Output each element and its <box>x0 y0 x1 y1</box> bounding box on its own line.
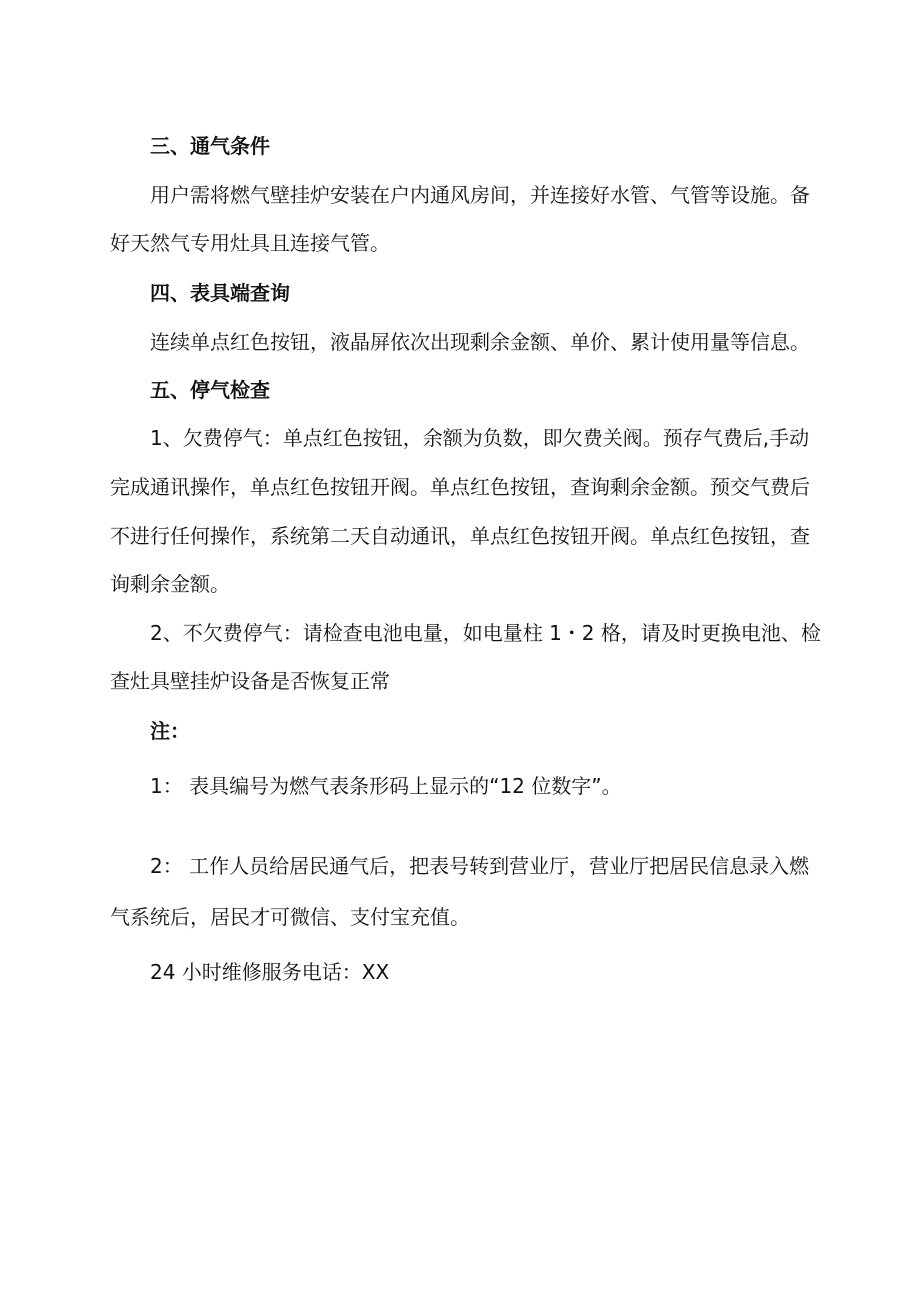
section-3-paragraph-line-2: 好天然气专用灶具且连接气管。 <box>110 231 390 255</box>
section-3-paragraph-line-1: 用户需将燃气壁挂炉安装在户内通风房间，并连接好水管、气管等设施。备 <box>150 183 810 207</box>
section-5-item-2-line-2: 查灶具壁挂炉设备是否恢复正常 <box>110 669 390 693</box>
section-5-title: 五、停气检查 <box>150 378 270 402</box>
section-5-item-1-line-3: 不进行任何操作，系统第二天自动通讯，单点红色按钮开阀。单点红色按钮，查 <box>110 524 810 548</box>
notes-title: 注： <box>150 719 190 743</box>
note-2-line-1: 2： 工作人员给居民通气后，把表号转到营业厅，营业厅把居民信息录入燃 <box>150 854 810 878</box>
hotline-text: 24 小时维修服务电话：XX <box>150 960 390 984</box>
note-1: 1： 表具编号为燃气表条形码上显示的“12 位数字”。 <box>150 774 622 798</box>
note-2-line-2: 气系统后，居民才可微信、支付宝充值。 <box>110 905 470 929</box>
section-5-item-1-line-2: 完成通讯操作，单点红色按钮开阀。单点红色按钮，查询剩余金额。预交气费后 <box>110 475 810 499</box>
section-5-item-1-line-4: 询剩余金额。 <box>110 572 230 596</box>
section-3-title: 三、通气条件 <box>150 134 270 158</box>
section-5-item-1-line-1: 1、欠费停气：单点红色按钮，余额为负数，即欠费关阀。预存气费后,手动 <box>150 426 810 450</box>
section-5-item-2-line-1: 2、不欠费停气：请检查电池电量，如电量柱 1・2 格，请及时更换电池、检 <box>150 621 821 645</box>
section-4-title: 四、表具端查询 <box>150 281 290 305</box>
section-4-paragraph: 连续单点红色按钮，液晶屏依次出现剩余金额、单价、累计使用量等信息。 <box>150 330 810 354</box>
